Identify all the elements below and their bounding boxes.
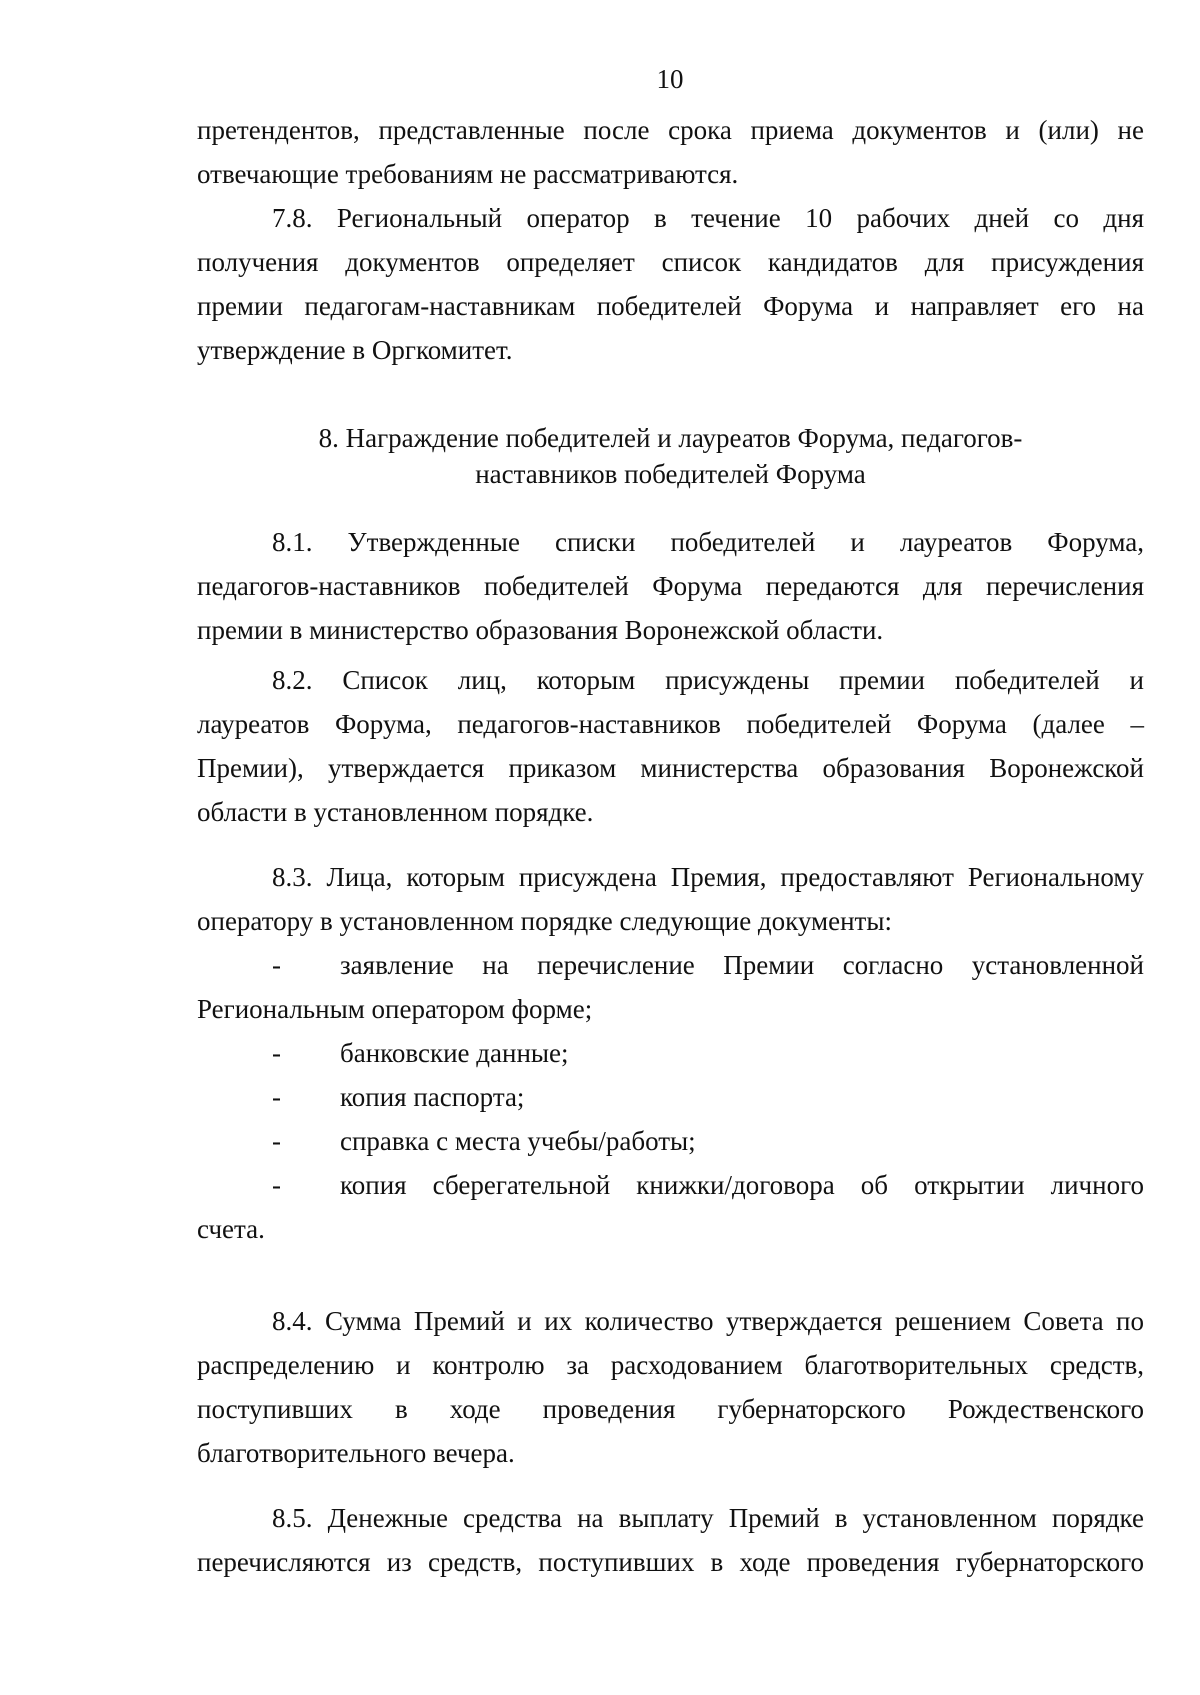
paragraph-8-3 (197, 855, 1144, 1251)
section-heading (197, 420, 1144, 492)
paragraph-line: 7.8. Региональный оператор в течение 10 рабочих дней со дня (272, 203, 1144, 233)
list-item (197, 1075, 1144, 1119)
paragraph-line: благотворительного вечера. (197, 1438, 515, 1468)
paragraph-8-4 (197, 1299, 1144, 1475)
list-item (197, 1163, 1144, 1207)
list-dash: - (272, 1126, 281, 1156)
paragraph-line: 8.1. Утвержденные списки победителей и лауреатов Форума, (272, 527, 1144, 557)
paragraph-line: оператору в установленном порядке следующие документы: (197, 906, 892, 936)
page-number: 10 (656, 64, 684, 94)
paragraph-line: 8.4. Сумма Премий и их количество утверждается решением Совета по (272, 1306, 1144, 1336)
paragraph-line: педагогов-наставников победителей Форума передаются для перечисления (197, 571, 1144, 601)
list-item (197, 943, 1144, 987)
list-item-text: копия паспорта; (340, 1082, 525, 1112)
list-dash: - (272, 1038, 281, 1068)
section-heading-line: наставников победителей Форума (475, 459, 866, 489)
section-heading-line: 8. Награждение победителей и лауреатов Форума, педагогов- (318, 423, 1023, 453)
paragraph-8-1 (197, 520, 1144, 652)
paragraph-line: отвечающие требованиям не рассматриваются. (197, 159, 739, 189)
list-item-continuation: счета. (197, 1214, 265, 1244)
paragraph-line: Премии), утверждается приказом министерства образования Воронежской (197, 753, 1144, 783)
list-dash: - (272, 1170, 281, 1200)
list-item-text: банковские данные; (340, 1038, 569, 1068)
list-item-continuation: Региональным оператором форме; (197, 994, 593, 1024)
paragraph-line: поступивших в ходе проведения губернаторского Рождественского (197, 1394, 1144, 1424)
paragraph-line: премии в министерство образования Воронежской области. (197, 615, 884, 645)
paragraph-7-8 (197, 196, 1144, 372)
list-item-text: справка с места учебы/работы; (340, 1126, 696, 1156)
list-item (197, 1119, 1144, 1163)
paragraph-line: 8.5. Денежные средства на выплату Премий в установленном порядке (272, 1503, 1144, 1533)
paragraph-line: утверждение в Оргкомитет. (197, 335, 513, 365)
paragraph-line: премии педагогам-наставникам победителей Форума и направляет его на (197, 291, 1144, 321)
paragraph-line: области в установленном порядке. (197, 797, 594, 827)
paragraph-line: 8.2. Список лиц, которым присуждены премии победителей и (272, 665, 1144, 695)
paragraph-line: лауреатов Форума, педагогов-наставников победителей Форума (далее – (197, 709, 1144, 739)
list-item-text: копия сберегательной книжки/договора об открытии личного (340, 1170, 1144, 1200)
paragraph-line: 8.3. Лица, которым присуждена Премия, предоставляют Региональному (272, 862, 1144, 892)
paragraph-8-2 (197, 658, 1144, 834)
list-dash: - (272, 950, 281, 980)
list-dash: - (272, 1082, 281, 1112)
paragraph-line: перечисляются из средств, поступивших в ходе проведения губернаторского (197, 1547, 1144, 1577)
list-item-text: заявление на перечисление Премии согласно установленной (340, 950, 1144, 980)
list-item (197, 1031, 1144, 1075)
paragraph-line: получения документов определяет список кандидатов для присуждения (197, 247, 1144, 277)
paragraph-line: претендентов, представленные после срока приема документов и (или) не (197, 115, 1144, 145)
paragraph-line: распределению и контролю за расходованием благотворительных средств, (197, 1350, 1144, 1380)
paragraph-8-5 (197, 1496, 1144, 1584)
paragraph-continuation (197, 108, 1144, 196)
